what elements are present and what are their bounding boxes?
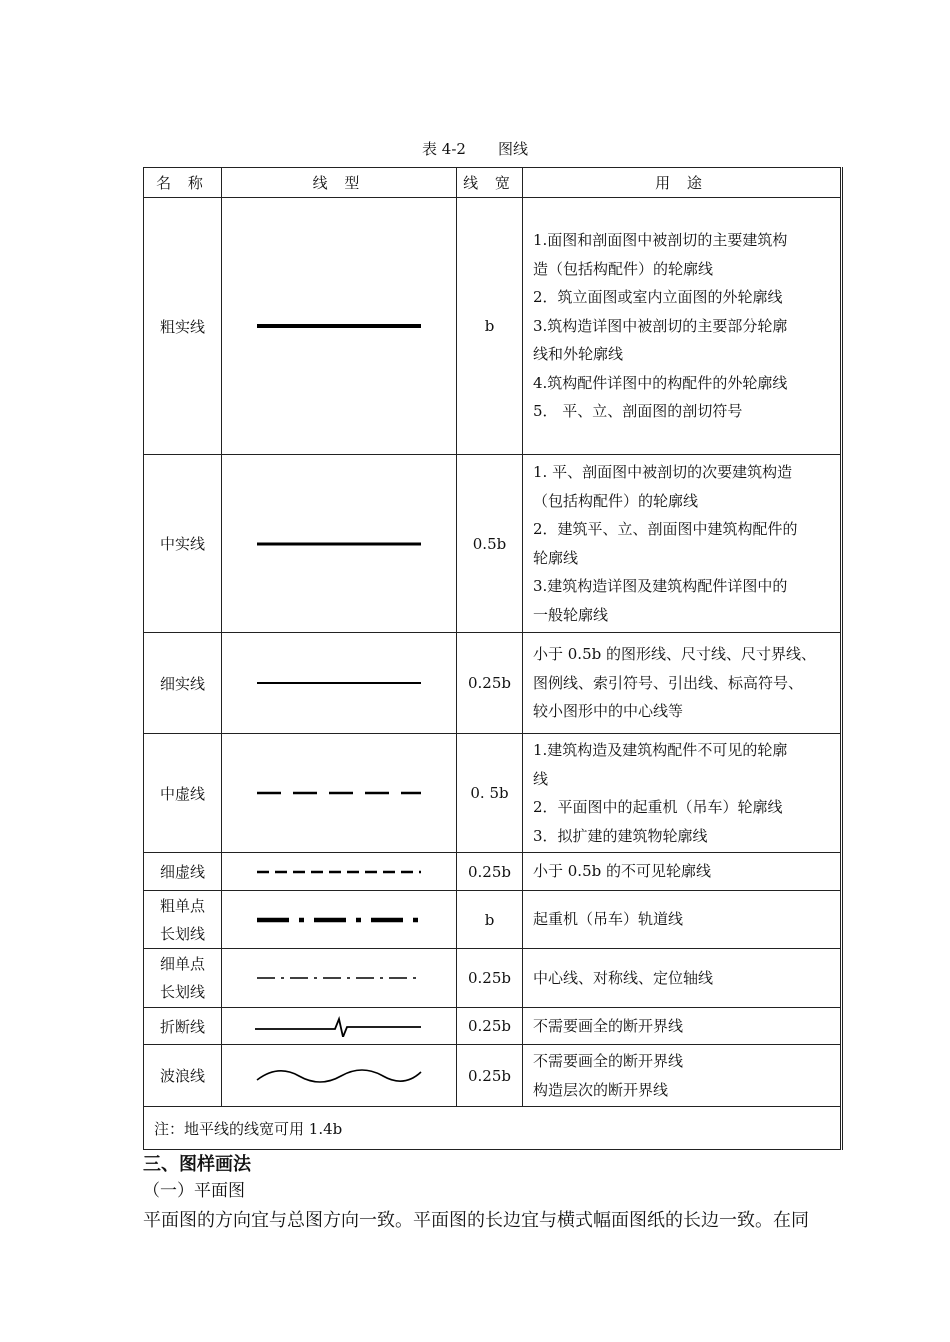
table-row <box>144 853 842 891</box>
row-width: 0.25b <box>457 1008 523 1045</box>
line-sample-medium-solid <box>222 455 457 633</box>
table-row <box>144 633 842 734</box>
row-usage: 中心线、对称线、定位轴线 <box>523 949 842 1008</box>
line-sample-thin-dash-dot <box>222 949 457 1008</box>
row-name: 折断线 <box>144 1008 222 1045</box>
row-width: 0. 5b <box>457 734 523 853</box>
line-sample-thin-solid <box>222 633 457 734</box>
subsection-heading: （一）平面图 <box>143 1181 245 1201</box>
line-sample-thick-solid <box>222 198 457 455</box>
row-width: 0.25b <box>457 853 523 891</box>
table-note-row <box>144 1107 842 1150</box>
row-name: 波浪线 <box>144 1045 222 1107</box>
section-heading: 三、图样画法 <box>143 1154 251 1175</box>
header-name: 名 称 <box>144 168 222 198</box>
row-usage: 小于 0.5b 的不可见轮廓线 <box>523 853 842 891</box>
header-width: 线 宽 <box>457 168 523 198</box>
row-usage: 不需要画全的断开界线 构造层次的断开界线 <box>523 1045 842 1107</box>
table-row <box>144 734 842 853</box>
line-types-table <box>143 167 843 1150</box>
caption-title: 图线 <box>497 140 528 158</box>
row-usage: 1.建筑构造及建筑构配件不可见的轮廓 线 2．平面图中的起重机（吊车）轮廓线 3．拟扩建的建筑物轮廓线 <box>523 734 842 853</box>
row-name: 细虚线 <box>144 853 222 891</box>
row-width: 0.25b <box>457 633 523 734</box>
row-width: b <box>457 891 523 949</box>
line-sample-thick-dash-dot <box>222 891 457 949</box>
line-sample-thin-dashed <box>222 853 457 891</box>
table-caption <box>0 138 950 159</box>
row-width: 0.5b <box>457 455 523 633</box>
row-name: 中实线 <box>144 455 222 633</box>
row-name: 中虚线 <box>144 734 222 853</box>
table-row <box>144 891 842 949</box>
table-row <box>144 455 842 633</box>
row-name: 细单点 长划线 <box>144 949 222 1008</box>
table-row <box>144 949 842 1008</box>
row-usage: 起重机（吊车）轨道线 <box>523 891 842 949</box>
header-usage: 用 途 <box>523 168 842 198</box>
table-header-row <box>144 168 842 198</box>
row-name: 细实线 <box>144 633 222 734</box>
table-row <box>144 1008 842 1045</box>
row-usage: 1.面图和剖面图中被剖切的主要建筑构 造（包括构配件）的轮廓线 2．筑立面图或室内立面图的外轮廓线 3.筑构造详图中被剖切的主要部分轮廓 线和外轮廓线 4.筑构配件详图中的构配件的外轮廓线 5． 平、立、剖面图的剖切符号 <box>523 198 842 455</box>
row-usage: 不需要画全的断开界线 <box>523 1008 842 1045</box>
row-width: 0.25b <box>457 1045 523 1107</box>
line-sample-break <box>222 1008 457 1045</box>
table-row <box>144 1045 842 1107</box>
caption-number: 表 4-2 <box>422 140 466 158</box>
line-sample-medium-dashed <box>222 734 457 853</box>
header-type: 线 型 <box>222 168 457 198</box>
row-width: 0.25b <box>457 949 523 1008</box>
body-paragraph: 平面图的方向宜与总图方向一致。平面图的长边宜与横式幅面图纸的长边一致。在同 <box>143 1210 809 1231</box>
row-name: 粗单点 长划线 <box>144 891 222 949</box>
table-note: 注：地平线的线宽可用 1.4b <box>144 1107 842 1150</box>
row-name: 粗实线 <box>144 198 222 455</box>
table-row <box>144 198 842 455</box>
row-usage: 1. 平、剖面图中被剖切的次要建筑构造 （包括构配件）的轮廓线 2．建筑平、立、剖面图中建筑构配件的 轮廓线 3.建筑构造详图及建筑构配件详图中的 一般轮廓线 <box>523 455 842 633</box>
line-sample-wave <box>222 1045 457 1107</box>
row-width: b <box>457 198 523 455</box>
row-usage: 小于 0.5b 的图形线、尺寸线、尺寸界线、 图例线、索引符号、引出线、标高符号、 较小图形中的中心线等 <box>523 633 842 734</box>
